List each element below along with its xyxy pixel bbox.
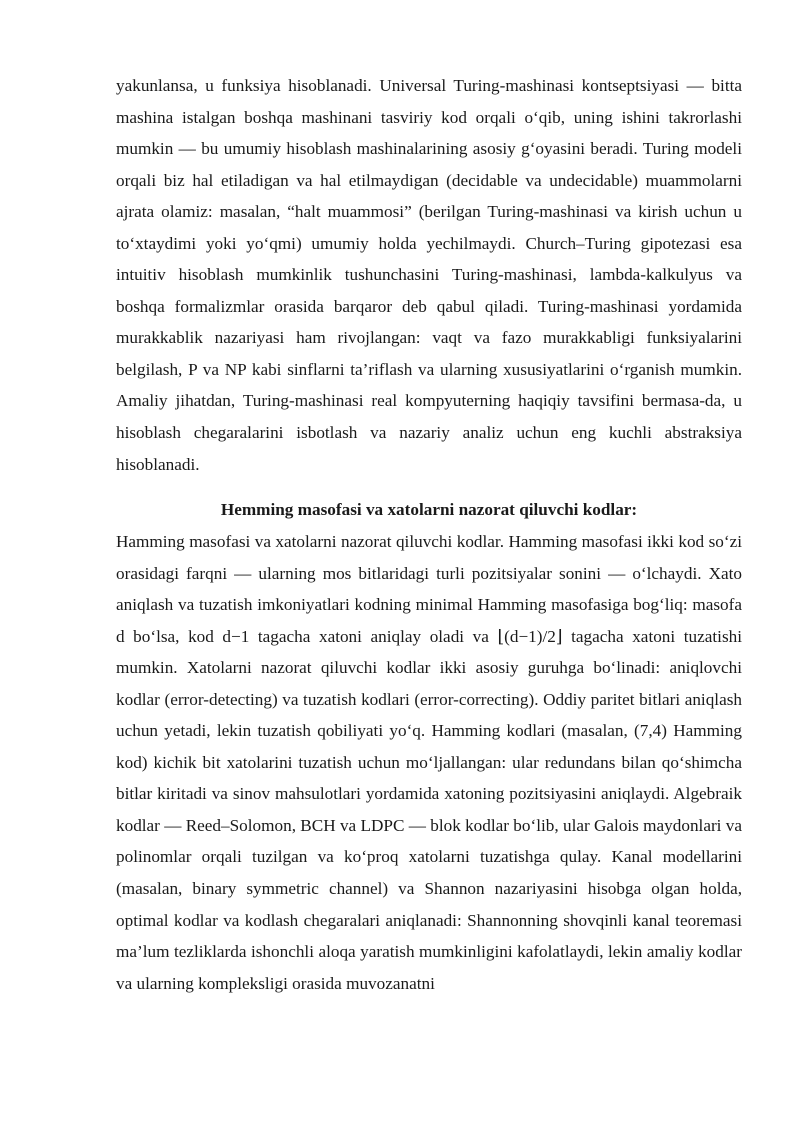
body-paragraph-1	[116, 70, 742, 480]
section-heading: Hemming masofasi va xatolarni nazorat qiluvchi kodlar:	[220, 500, 638, 519]
body-paragraph-2	[116, 526, 742, 999]
paragraph-text: Hamming masofasi va xatolarni nazorat qiluvchi kodlar. Hamming masofasi ikki kod so‘zi orasidagi farqni — ularning mos bitlaridagi turli pozitsiyalar sonini — o‘lchaydi. Xato aniqlash va tuzatish imkoniyatlari kodning minimal Hamming masofasiga bog‘liq: masofa d bo‘lsa, kod d−1 tagacha xatoni aniqlay oladi va ⌊(d−1)/2⌋ tagacha xatoni tuzatishi mumkin. Xatolarni nazorat qiluvchi kodlar ikki asosiy guruhga bo‘linadi: aniqlovchi kodlar (error-detecting) va tuzatish kodlari (error-correcting). Oddiy paritet bitlari aniqlash uchun yetadi, lekin tuzatish qobiliyati yo‘q. Hamming kodlari (masalan, (7,4) Hamming kod) kichik bit xatolarini tuzatish uchun mo‘ljallangan: ular redundans bilan qo‘shimcha bitlar kiritadi va sinov mahsulotlari yordamida xatoning pozitsiyasini aniqlaydi. Algebraik kodlar — Reed–Solomon, BCH va LDPC — blok kodlar bo‘lib, ular Galois maydonlari va polinomlar orqali tuzilgan va ko‘proq xatolarni tuzatishga qulay. Kanal modellarini (masalan, binary symmetric channel) va Shannon nazariyasini hisobga olgan holda, optimal kodlar va kodlash chegaralari aniqlanadi: Shannonning shovqinli kanal teoremasi ma’lum tezliklarda ishonchli aloqa yaratish mumkinligini kafolatlaydi, lekin amaliy kodlar va ularning kompleksligi orasida muvozanatni	[116, 532, 742, 993]
paragraph-text: yakunlansa, u funksiya hisoblanadi. Universal Turing-mashinasi kontseptsiyasi — bitta mashina istalgan boshqa mashinani tasviriy kod orqali o‘qib, uning ishini takrorlashi mumkin — bu umumiy hisoblash mashinalarining asosiy g‘oyasini beradi. Turing modeli orqali biz hal etiladigan va hal etilmaydigan (decidable va undecidable) muammolarni ajrata olamiz: masalan, “halt muammosi” (berilgan Turing-mashinasi va kirish uchun u to‘xtaydimi yoki yo‘qmi) umumiy holda yechilmaydi. Church–Turing gipotezasi esa intuitiv hisoblash mumkinlik tushunchasini Turing-mashinasi, lambda-kalkulyus va boshqa formalizmlar orasida barqaror deb qabul qiladi. Turing-mashinasi yordamida murakkablik nazariyasi ham rivojlangan: vaqt va fazo murakkabligi funksiyalarini belgilash, P va NP kabi sinflarni ta’riflash va ularning xususiyatlarini o‘rganish mumkin. Amaliy jihatdan, Turing-mashinasi real kompyuterning haqiqiy tavsifini bermasa-da, u hisoblash chegaralarini isbotlash va nazariy analiz uchun eng kuchli abstraksiya hisoblanadi.	[116, 76, 742, 474]
